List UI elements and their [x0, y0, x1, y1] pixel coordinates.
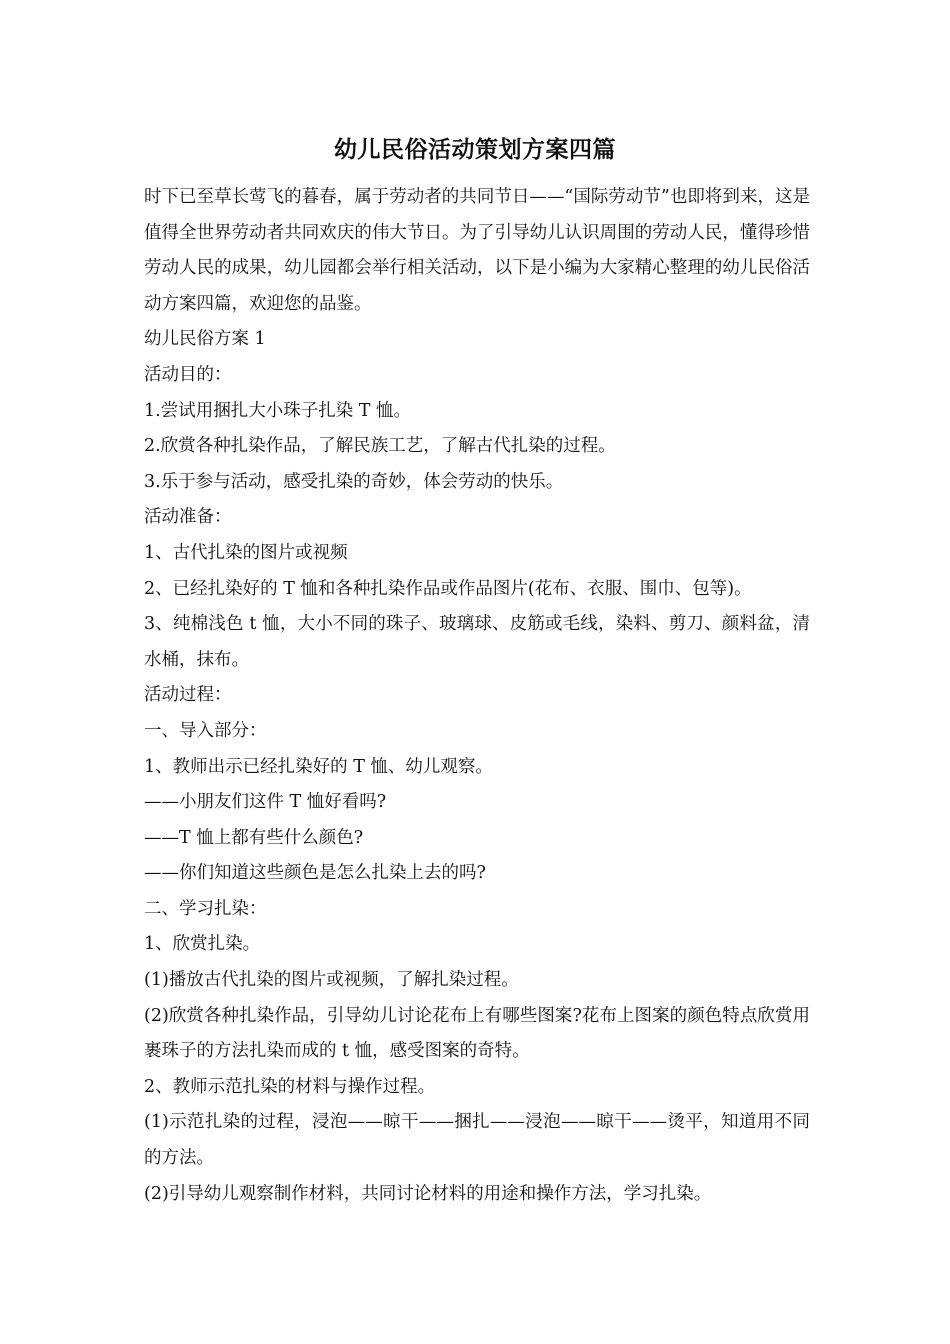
section-heading-plan-1: 幼儿民俗方案 1: [144, 329, 266, 350]
process-section-2-heading: 二、学习扎染：: [144, 898, 267, 919]
process-section-1-heading: 一、导入部分：: [144, 720, 267, 741]
subheading-objectives: 活动目的：: [144, 364, 232, 385]
question-line-2: ——T 恤上都有些什么颜色?: [144, 827, 364, 848]
objective-item-2: 2.欣赏各种扎染作品，了解民族工艺，了解古代扎染的过程。: [144, 436, 616, 457]
preparation-item-2: 2、已经扎染好的 T 恤和各种扎染作品或作品图片(花布、衣服、围巾、包等)。: [144, 578, 752, 599]
question-line-1: ——小朋友们这件 T 恤好看吗?: [144, 792, 387, 813]
objective-item-3: 3.乐于参与活动，感受扎染的奇妙，体会劳动的快乐。: [144, 471, 564, 492]
process-step-1: 1、教师出示已经扎染好的 T 恤、幼儿观察。: [144, 756, 493, 777]
process-substep-3: (1)示范扎染的过程，浸泡——晾干——捆扎——浸泡——晾干——烫平，知道用不同的方法。: [144, 1112, 810, 1169]
process-step-appreciate: 1、欣赏扎染。: [144, 934, 261, 955]
subheading-process: 活动过程：: [144, 685, 232, 706]
objective-item-1: 1.尝试用捆扎大小珠子扎染 T 恤。: [144, 400, 411, 421]
preparation-item-3: 3、纯棉浅色 t 恤，大小不同的珠子、玻璃球、皮筋或毛线，染料、剪刀、颜料盆，清水桶，抹布。: [144, 614, 810, 670]
preparation-item-1: 1、古代扎染的图片或视频: [144, 542, 348, 563]
process-substep-2: (2)欣赏各种扎染作品，引导幼儿讨论花布上有哪些图案?花布上图案的颜色特点欣赏用裹珠子的方法扎染而成的 t 恤，感受图案的奇特。: [144, 1005, 810, 1062]
document-title: 幼儿民俗活动策划方案四篇: [334, 136, 616, 163]
process-substep-1: (1)播放古代扎染的图片或视频，了解扎染过程。: [144, 970, 519, 991]
intro-paragraph: 时下已至草长莺飞的暮春，属于劳动者的共同节日——“国际劳动节”也即将到来，这是值得全世界劳动者共同欢庆的伟大节日。为了引导幼儿认识周围的劳动人民，懂得珍惜劳动人民的成果，幼儿园都会举行相关活动，以下是小编为大家精心整理的幼儿民俗活动方案四篇，欢迎您的品鉴。: [144, 187, 810, 314]
process-substep-4: (2)引导幼儿观察制作材料，共同讨论材料的用途和操作方法，学习扎染。: [144, 1183, 712, 1204]
document-body: [144, 180, 810, 1212]
process-step-demonstrate: 2、教师示范扎染的材料与操作过程。: [144, 1076, 436, 1097]
question-line-3: ——你们知道这些颜色是怎么扎染上去的吗?: [144, 863, 486, 884]
subheading-preparation: 活动准备：: [144, 507, 232, 528]
